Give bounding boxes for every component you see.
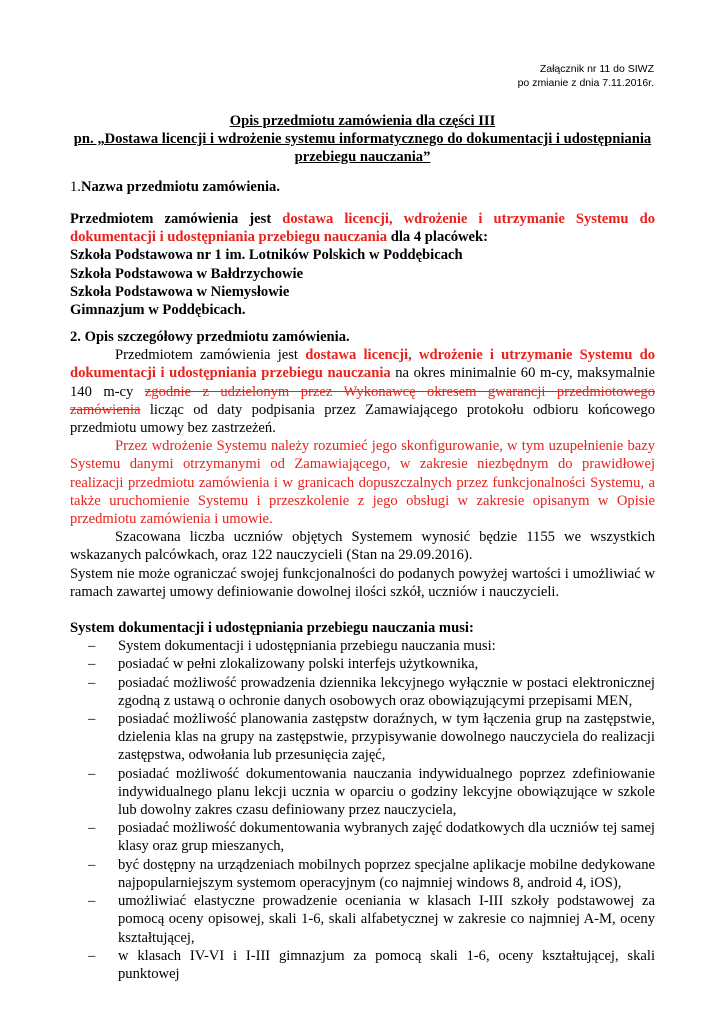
section-2-paragraph-3: Szacowana liczba uczniów objętych Systemem wynosić będzie 1155 we wszystkich wskazanych palcówkach, oraz 122 nauczycieli (Stan na 29.09.2016). [70,529,655,564]
dash-bullet: – [88,656,96,673]
school-item: Gimnazjum w Poddębicach. [70,302,246,319]
list-item [70,765,655,820]
section-1-heading [70,178,655,196]
s2-p1-mid: na okres minimalnie 60 m-cy, maksymalnie 140 m-cy [70,365,655,400]
school-item: Szkoła Podstawowa w Niemysłowie [70,283,290,300]
section-1-title: Nazwa przedmiotu zamówienia. [80,179,280,195]
annex-line-2: po zmianie z dnia 7.11.2016r. [517,77,654,89]
list-item-text: umożliwiać elastyczne prowadzenie oceniania w klasach I-III szkoły podstawowej za pomocą oceny opisowej, skali 1-6, skali alfabetycznej w zakresie co najmniej A-M, oceny kształtującej, [118,893,655,946]
s2-p1-strike: zgodnie z udzielonym przez Wykonawcę okresem gwarancji przedmiotowego zamówienia [70,383,655,418]
annex-line-1: Załącznik nr 11 do SIWZ [539,63,654,75]
list-item [70,947,655,983]
requirements-list [70,637,655,983]
list-item [70,655,655,673]
list-item-text: posiadać możliwość planowania zastępstw doraźnych, w tym łączenia grup na zastępstwie, dzielenia klas na grupy na zastępstwie, przypisywanie dowolnego nauczyciela do realizacji zastępstwa, odwołania lub przesunięcia zajęć, [118,711,655,764]
list-item [70,892,655,947]
list-item-text: posiadać możliwość dokumentowania wybranych zajęć dodatkowych dla uczniów tej samej klasy oraz grup mieszanych, [118,820,655,855]
dash-bullet: – [88,674,96,691]
list-item-text: w klasach IV-VI i I-III gimnazjum za pomocą skali 1-6, oceny kształtującej, skali punktowej [118,947,655,982]
list-item-text: posiadać w pełni zlokalizowany polski interfejs użytkownika, [118,656,479,673]
s2-p1-red: dostawa licencji, wdrożenie i utrzymanie Systemu do dokumentacji i udostępniania przebiegu nauczania [70,347,656,382]
dash-bullet: – [88,856,96,873]
s1-text-red: dostawa licencji, wdrożenie i utrzymanie Systemu do dokumentacji i udostępniania przebiegu nauczania [70,211,655,246]
requirements-heading: System dokumentacji i udostępniania przebiegu nauczania musi: [70,620,474,637]
section-1-number: 1. [70,179,81,195]
s2-p1-end: licząc od daty podpisania przez Zamawiającego protokołu odbioru końcowego przedmiotu umowy bez zastrzeżeń. [70,401,655,437]
dash-bullet: – [88,820,96,837]
annex-note [518,62,654,90]
document-title [70,112,655,166]
school-item: Szkoła Podstawowa nr 1 im. Lotników Polskich w Poddębicach [70,247,463,264]
list-item-text: posiadać możliwość dokumentowania nauczania indywidualnego poprzez zdefiniowanie indywidualnego planu lekcji ucznia w oparciu o godziny lekcyjne obowiązujące w szkole lub dowolny zakres czasu definiowany przez nauczyciela, [118,765,655,819]
list-item [70,674,655,710]
section-2-paragraph-2: Przez wdrożenie Systemu należy rozumieć jego skonfigurowanie, w tym uzupełnienie bazy Systemu danymi otrzymanymi od Zamawiającego, w zakresie niezbędnym do prawidłowej realizacji przedmiotu zamówienia i w granicach dopuszczalnych przez funkcjonalności Systemu, a także uruchomienie Systemu i przeszkolenie z jego obsługi w zakresie opisanym w Opisie przedmiotu zamówienia i umowie. [70,438,655,528]
dash-bullet: – [88,947,96,964]
section-1-paragraph [70,210,655,246]
list-item [70,856,655,892]
list-item [70,710,655,765]
list-item-text: posiadać możliwość prowadzenia dziennika lekcyjnego wyłącznie w postaci elektronicznej zgodną z ustawą o ochronie danych osobowych oraz obowiązującymi przepisami MEN, [118,674,655,709]
list-item [70,819,655,855]
section-2 [70,328,655,983]
title-line-2: pn. „Dostawa licencji i wdrożenie systemu informatycznego do dokumentacji i udostępniania przebiegu nauczania” [73,131,652,165]
section-1-body [70,210,655,319]
dash-bullet: – [88,765,96,782]
s1-text-end: dla 4 placówek: [387,229,489,246]
section-2-heading: 2. Opis szczegółowy przedmiotu zamówienia. [70,329,350,345]
s1-text-start: Przedmiotem zamówienia jest [70,211,283,227]
title-line-1: Opis przedmiotu zamówienia dla części III [229,113,496,129]
list-item-text: System dokumentacji i udostępniania przebiegu nauczania musi: [118,638,496,655]
section-2-paragraph-4: System nie może ograniczać swojej funkcjonalności do podanych powyżej wartości i umożliwiać w ramach zawartej umowy definiowanie dowolnej ilości szkół, uczniów i nauczycieli. [70,565,655,600]
list-item [70,637,655,655]
dash-bullet: – [88,711,96,728]
s2-p1-start: Przedmiotem zamówienia jest [115,347,306,364]
dash-bullet: – [88,638,96,655]
school-item: Szkoła Podstawowa w Bałdrzychowie [70,265,304,282]
list-item-text: być dostępny na urządzeniach mobilnych poprzez specjalne aplikacje mobilne dedykowane najpopularniejszym systemom operacyjnym (co najmniej windows 8, android 4, iOS), [118,856,655,891]
section-2-paragraph-1 [70,346,655,437]
dash-bullet: – [88,893,96,910]
